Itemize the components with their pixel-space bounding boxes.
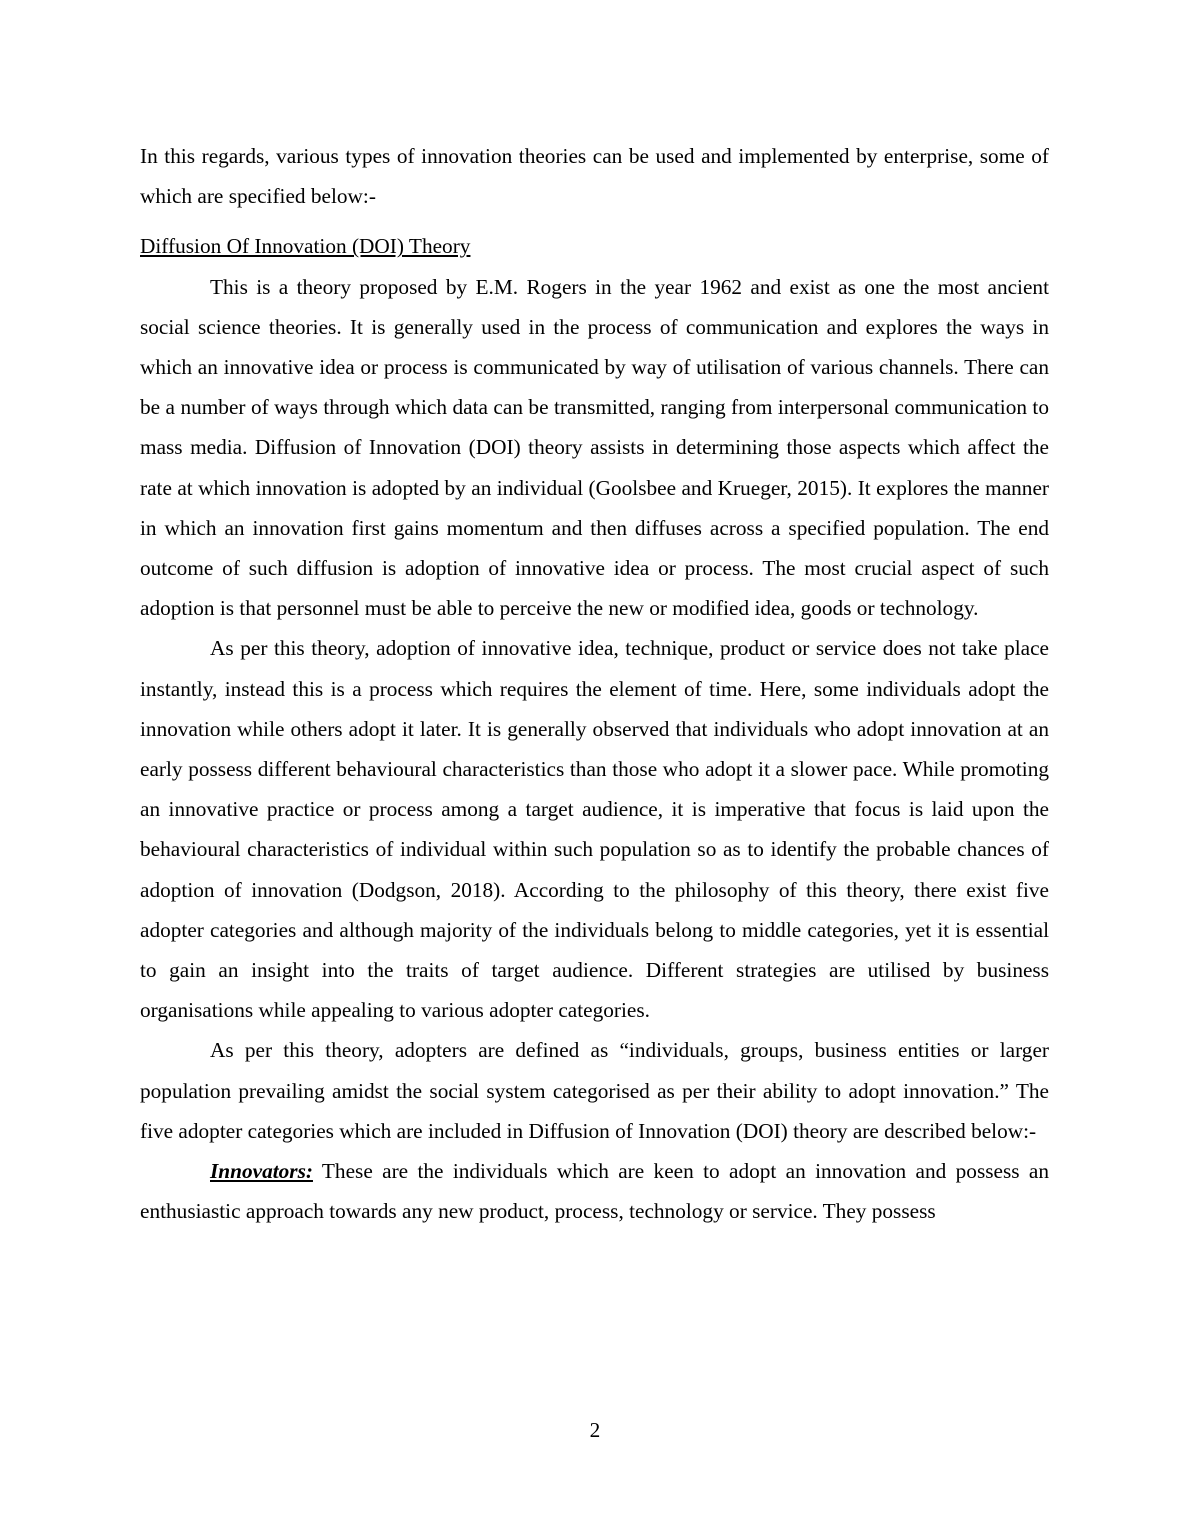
body-paragraph: As per this theory, adopters are defined as “individuals, groups, business entities or larger population prevailing amidst the social system categorised as per their ability to adopt innovation.” The five adopter categories which are included in Diffusion of Innovation (DOI) theory are described below:- [140, 1038, 1049, 1143]
document-page [140, 136, 1049, 1231]
page-number: 2 [589, 1418, 601, 1442]
body-paragraph: This is a theory proposed by E.M. Rogers in the year 1962 and exist as one the most ancient social science theories. It is generally used in the process of communication and explores the ways in which an innovative idea or process is communicated by way of utilisation of various channels. There can be a number of ways through which data can be transmitted, ranging from interpersonal communication to mass media. Diffusion of Innovation (DOI) theory assists in determining those aspects which affect the rate at which innovation is adopted by an individual (Goolsbee and Krueger, 2015). It explores the manner in which an innovation first gains momentum and then diffuses across a specified population. The end outcome of such diffusion is adoption of innovative idea or process. The most crucial aspect of such adoption is that personnel must be able to perceive the new or modified idea, goods or technology. [140, 274, 1049, 621]
intro-paragraph: In this regards, various types of innovation theories can be used and implemented by enterprise, some of which are specified below:- [140, 144, 1049, 209]
innovators-paragraph [140, 1151, 1049, 1231]
section-heading: Diffusion Of Innovation (DOI) Theory [140, 234, 471, 259]
innovators-text: These are the individuals which are keen to adopt an innovation and possess an enthusiastic approach towards any new product, process, technology or service. They possess [140, 1159, 1049, 1224]
innovators-term: Innovators: [210, 1159, 313, 1184]
body-paragraph: As per this theory, adoption of innovative idea, technique, product or service does not take place instantly, instead this is a process which requires the element of time. Here, some individuals adopt the innovation while others adopt it later. It is generally observed that individuals who adopt innovation at an early possess different behavioural characteristics than those who adopt it a slower pace. While promoting an innovative practice or process among a target audience, it is imperative that focus is laid upon the behavioural characteristics of individual within such population so as to identify the probable chances of adoption of innovation (Dodgson, 2018). According to the philosophy of this theory, there exist five adopter categories and although majority of the individuals belong to middle categories, yet it is essential to gain an insight into the traits of target audience. Different strategies are utilised by business organisations while appealing to various adopter categories. [140, 636, 1049, 1023]
